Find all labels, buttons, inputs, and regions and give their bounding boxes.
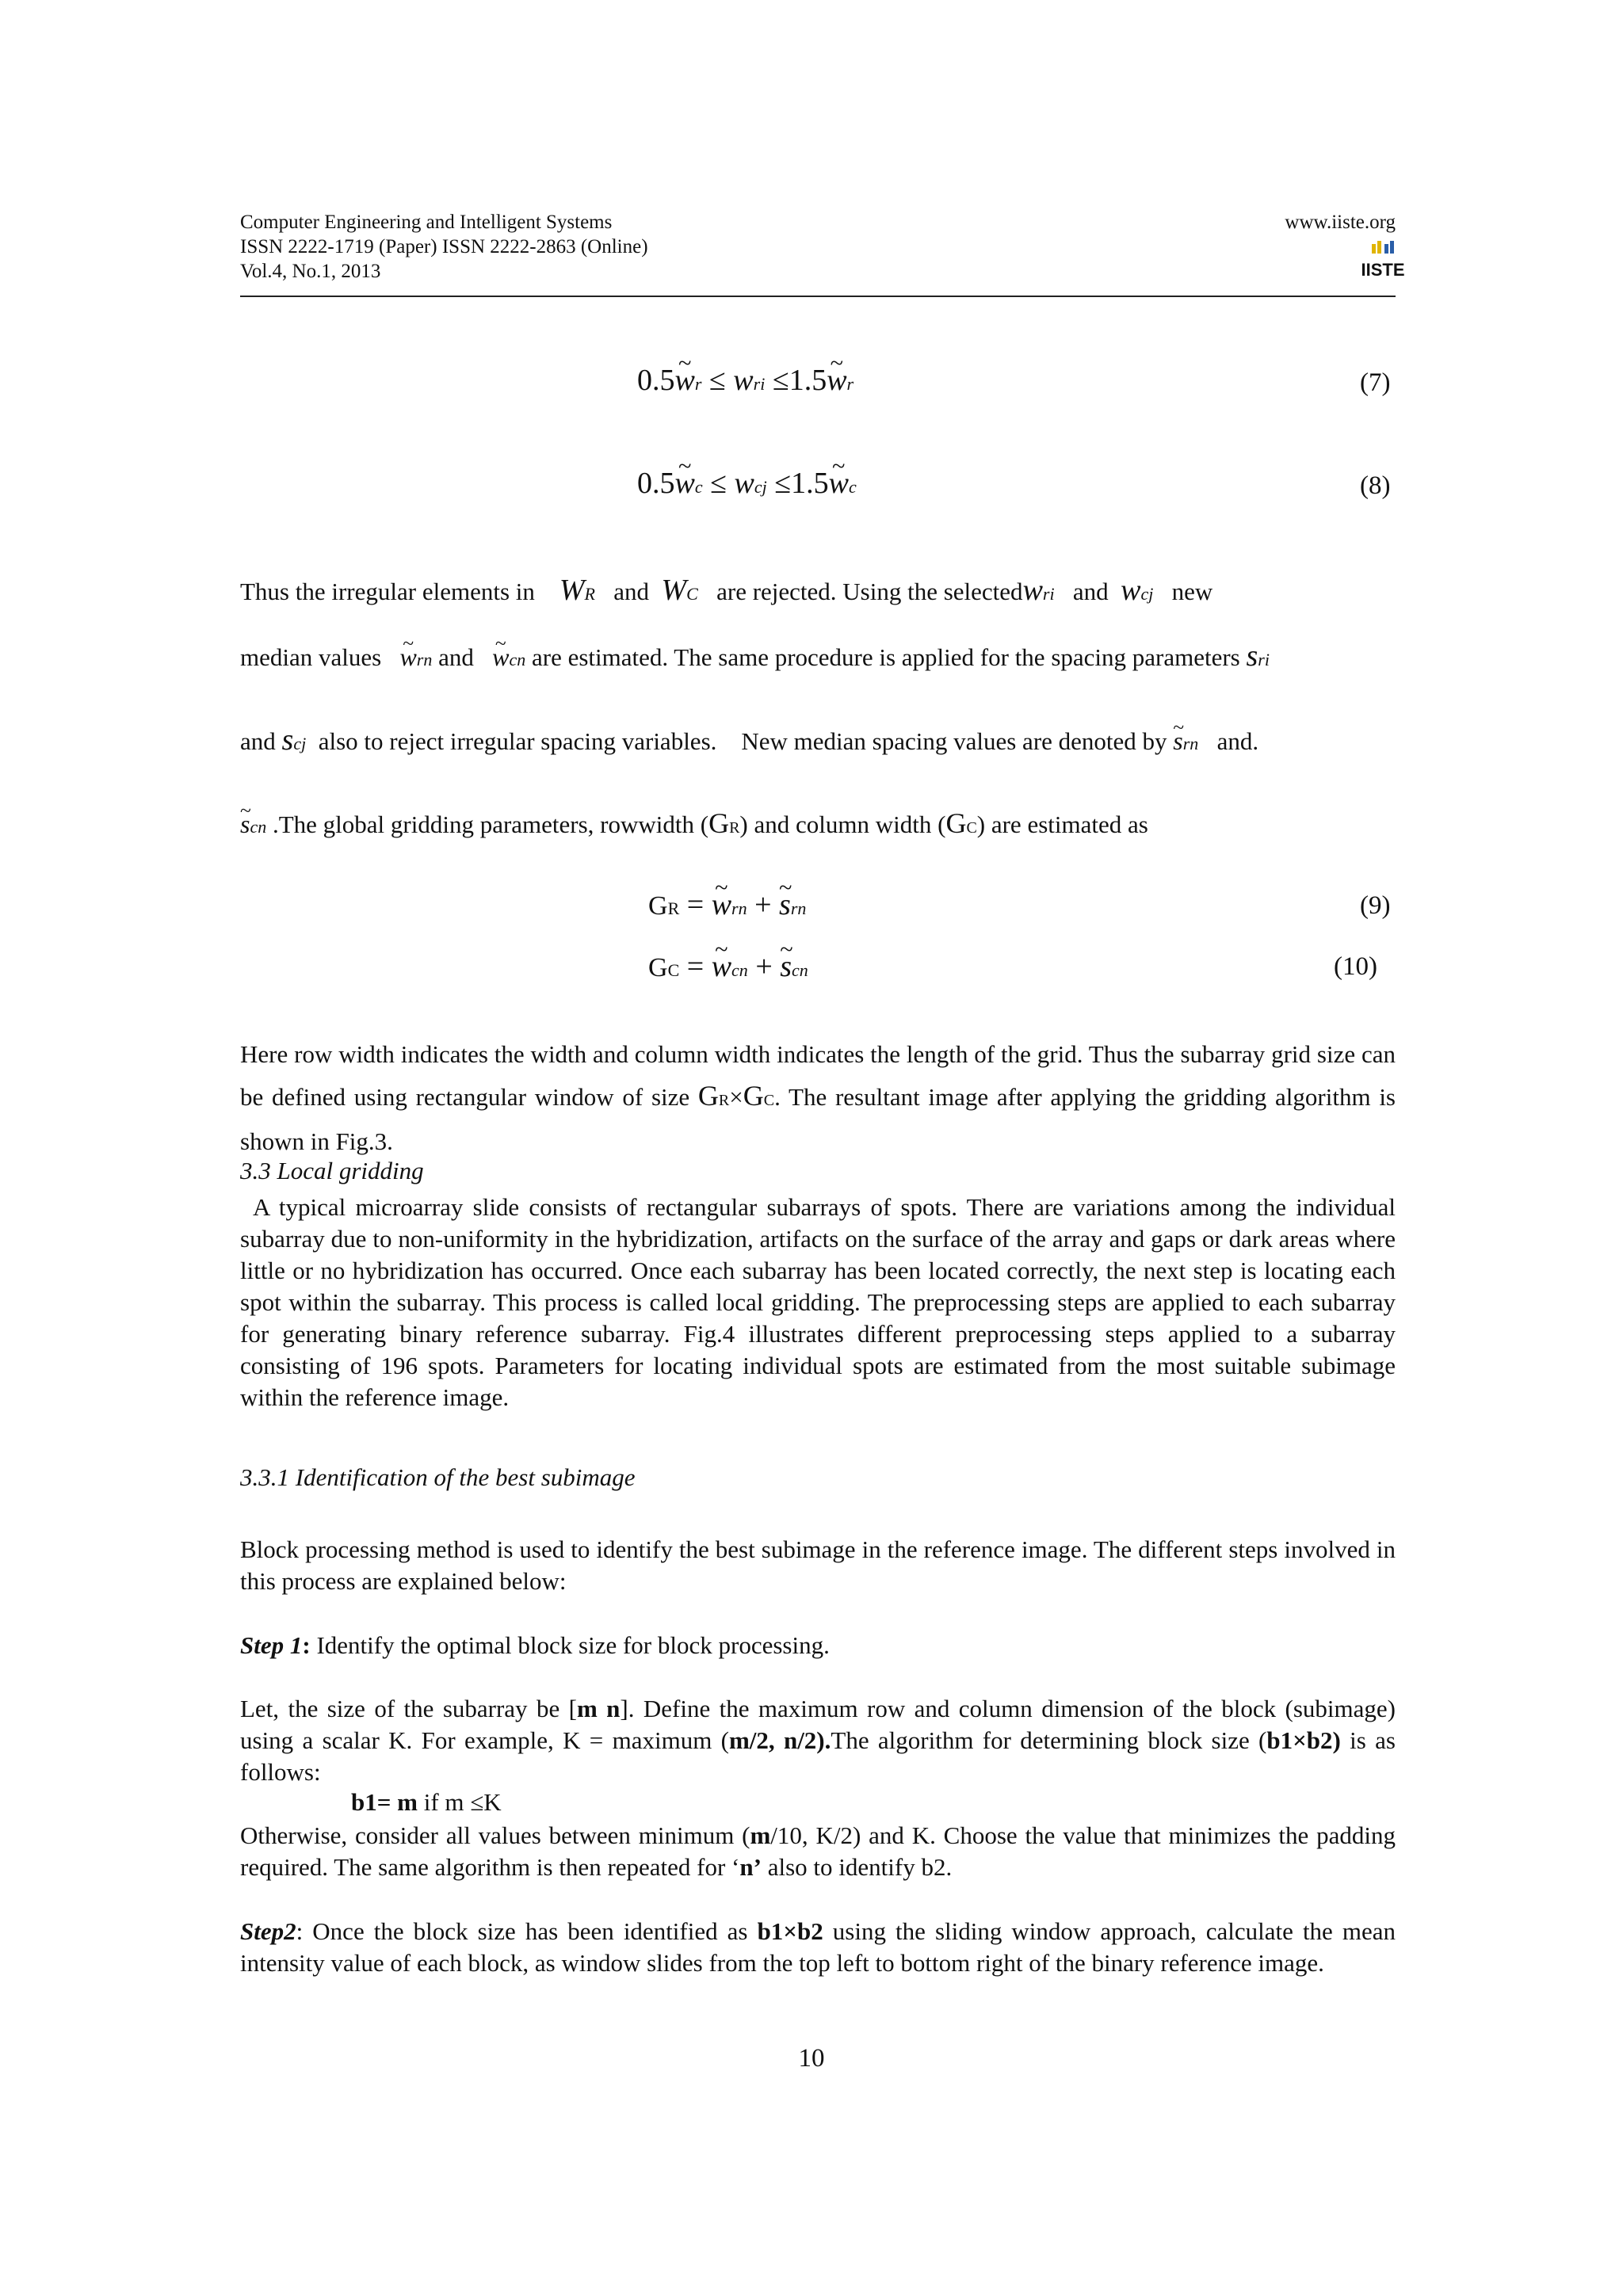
journal-url[interactable]: www.iiste.org [1285, 212, 1396, 233]
text-line-4: ~ scn .The global gridding parameters, rowwidth (GR) and column width (GC) are estimated as [240, 807, 1148, 840]
logo-text: IISTE [1361, 260, 1405, 280]
equation-8: 0.5~ wc ≤ wcj ≤1.5~ wc [637, 466, 857, 501]
paragraph-local-gridding: A typical microarray slide consists of rectangular subarrays of spots. There are variations among the individual subarray due to non-uniformity in the hybridization, artifacts on the surface of the array and gaps or dark areas where little or no hybridization has occurred. Once each subarray has been located correctly, the next step is locating each spot within the subarray. This process is called local gridding. The preprocessing steps are applied to each subarray for generating binary reference subarray. Fig.4 illustrates different preprocessing steps applied to a subarray consisting of 196 spots. Parameters for locating individual spots are estimated from the most suitable subimage within the reference image. [240, 1193, 1396, 1411]
step-2: Step2: Once the block size has been identified as b1×b2 using the sliding window approach, calculate the mean intensity value of each block, as window slides from the top left to bottom right of the binary reference image. [240, 1917, 1396, 1977]
section-heading-best-subimage: 3.3.1 Identification of the best subimage [240, 1463, 636, 1491]
step-2-label: Step2 [240, 1917, 296, 1945]
iiste-logo [1361, 238, 1405, 290]
step-1: Step 1: Identify the optimal block size for block processing. [240, 1631, 830, 1659]
issn-line: ISSN 2222-1719 (Paper) ISSN 2222-2863 (Online) [240, 236, 648, 257]
text-line-2: median values ~ wrn and ~ wcn are estimated. The same procedure is applied for the spacing parameters sri [240, 639, 1270, 673]
paragraph-grid-size: Here row width indicates the width and column width indicates the length of the grid. Thus the subarray grid size can be defined using rectangular window of size GR×GC. The resultant image after applying the gridding algorithm is shown in Fig.3. [240, 1040, 1396, 1155]
equation-10: GC = ~ wcn + ~ scn [648, 949, 808, 984]
equation-number-8: (8) [1360, 471, 1391, 500]
equation-7: 0.5~ wr ≤ wri ≤1.5~ wr [637, 363, 854, 398]
text-line-3: and scj also to reject irregular spacing variables. New median spacing values are denoted by ~ srn and. [240, 723, 1258, 757]
equation-9: GR = ~ wrn + ~ srn [648, 887, 806, 922]
header-rule [240, 296, 1396, 297]
paragraph-block-size: Let, the size of the subarray be [m n]. Define the maximum row and column dimension of the block (subimage) using a scalar K. For example, K = maximum (m/2, n/2).The algorithm for determining block size (b1×b2) is as follows: [240, 1695, 1396, 1786]
journal-name: Computer Engineering and Intelligent Systems [240, 212, 613, 233]
section-heading-local-gridding: 3.3 Local gridding [240, 1157, 424, 1184]
text-line-1: Thus the irregular elements in WR and WC are rejected. Using the selectedwri and wcj new [240, 574, 1213, 607]
equation-number-10: (10) [1334, 952, 1377, 981]
step-1-label: Step 1 [240, 1631, 303, 1659]
equation-number-9: (9) [1360, 891, 1391, 920]
page-number: 10 [798, 2044, 825, 2073]
volume-line: Vol.4, No.1, 2013 [240, 261, 381, 282]
equation-number-7: (7) [1360, 368, 1391, 397]
paragraph-block-processing: Block processing method is used to identify the best subimage in the reference image. The different steps involved in this process are explained below: [240, 1535, 1396, 1595]
paragraph-otherwise: Otherwise, consider all values between minimum (m/10, K/2) and K. Choose the value that minimizes the padding required. The same algorithm is then repeated for ‘n’ also to identify b2. [240, 1821, 1396, 1881]
block-size-rule: b1= m if m ≤K [351, 1788, 502, 1816]
